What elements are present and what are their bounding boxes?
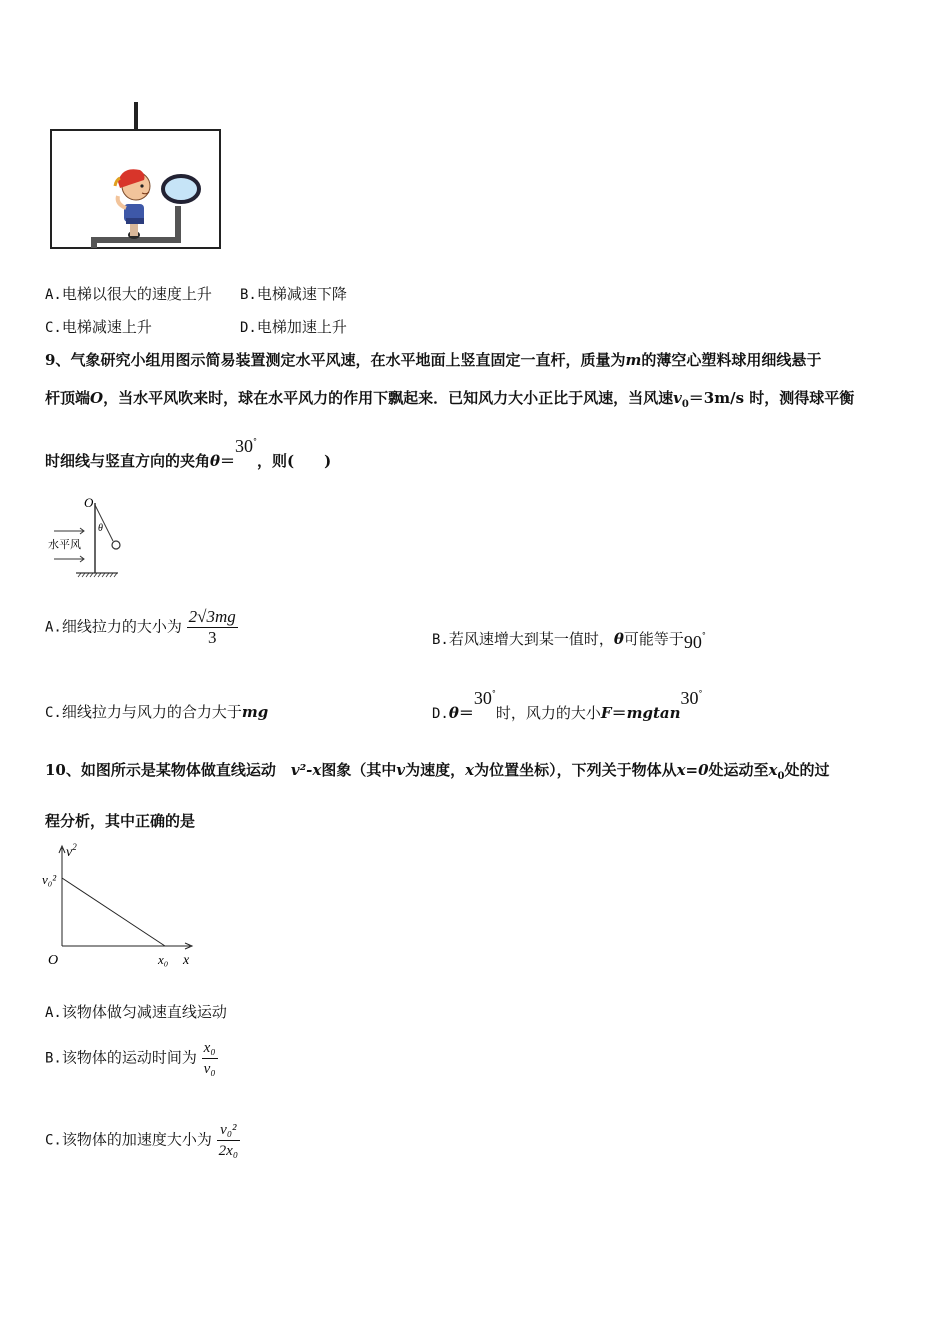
stem-text: 时细线与竖直方向的夹角 [45, 452, 211, 470]
v-symbol: v [396, 761, 406, 779]
option-text: 该物体的加速度大小为 [61, 1130, 212, 1149]
q10-option-c [45, 1120, 240, 1161]
stem-text: 处运动至 [708, 761, 769, 779]
fraction-numerator: x₀ [202, 1038, 218, 1059]
equals-sign: ＝ [611, 704, 627, 722]
option-label: B. [45, 1050, 62, 1067]
option-text: 该物体的运动时间为 [61, 1048, 197, 1067]
angle-value: 30 [473, 688, 492, 708]
fraction-denominator: v₀ [203, 1061, 216, 1077]
label-theta: θ [98, 523, 103, 534]
force-symbol: F [600, 704, 612, 722]
mass-symbol: m [625, 351, 642, 369]
y-tick-label: v₀² [42, 872, 57, 887]
stem-text: ＝3m/s 时，测得球平衡 [688, 389, 855, 407]
v0-symbol: v [673, 389, 682, 407]
acceleration-fraction [217, 1120, 240, 1161]
x-axis-label: x [183, 953, 190, 968]
stem-text: 处的过 [784, 761, 830, 779]
fraction-denominator: 2x₀ [218, 1143, 239, 1159]
option-label: C. [45, 320, 62, 336]
stem-text: 图象（其中 [321, 761, 397, 779]
stem-text: ，当水平风吹来时，球在水平风力的作用下飘起来．已知风力大小正比于风速，当风速 [103, 389, 674, 407]
fraction-denominator: 3 [207, 628, 217, 647]
wind-pendulum-figure [44, 493, 130, 579]
q10-option-b [45, 1038, 218, 1079]
x-symbol: x [465, 761, 475, 779]
q9-option-a [45, 607, 238, 648]
option-label: A. [45, 287, 62, 303]
option-label: A. [45, 1005, 62, 1021]
stem-text: 为位置坐标），下列关于物体从 [474, 761, 677, 779]
q9-stem-line3 [45, 436, 332, 474]
option-text: 若风速增大到某一值时， [448, 630, 614, 648]
theta-symbol: θ [613, 630, 624, 648]
question-number: 9、 [45, 351, 71, 369]
option-label: A. [45, 619, 62, 636]
option-label: C. [45, 705, 62, 721]
q9-stem-line1 [45, 350, 821, 370]
q9-option-b [432, 628, 706, 652]
theta-symbol: θ [210, 452, 221, 470]
q10-stem-line1 [45, 760, 829, 787]
stem-text: 如图所示是某物体做直线运动 [80, 761, 291, 779]
v2-x-graph [40, 840, 200, 970]
option-text: 该物体做匀减速直线运动 [61, 1003, 227, 1021]
option-label: B. [240, 287, 257, 303]
series-line [62, 878, 165, 946]
stem-text: 程分析，其中正确的是 [45, 812, 196, 830]
q8-option-a [45, 284, 212, 305]
degree-mark: ° [698, 689, 703, 698]
degree-mark: ° [701, 631, 706, 640]
degree-mark: ° [253, 437, 258, 446]
option-text: 时，风力的大小 [495, 704, 601, 722]
q9-stem-line2 [45, 388, 854, 415]
graph-name: v²-x [290, 761, 322, 779]
degree-mark: ° [491, 689, 496, 698]
label-wind: 水平风 [48, 538, 81, 551]
y-axis-label: $v^2$ [66, 842, 77, 860]
option-text: 电梯以很大的速度上升 [61, 285, 212, 303]
x0-condition: x=0 [676, 761, 709, 779]
x-tick-label: x₀ [158, 952, 169, 967]
q9-option-c [45, 702, 268, 723]
force-expression: mgtan [626, 704, 681, 722]
option-label: B. [432, 632, 449, 648]
q8-option-d [240, 317, 347, 338]
q8-option-c [45, 317, 152, 338]
option-text: 细线拉力与风力的合力大于 [61, 703, 242, 721]
stem-text: 杆顶端 [45, 389, 91, 407]
fraction-numerator: v₀² [217, 1120, 240, 1141]
equals-sign: ＝ [458, 704, 474, 722]
angle-value: 90 [683, 632, 702, 652]
angle-value: 30 [235, 436, 254, 456]
x0-subscript: 0 [777, 771, 785, 782]
option-text: 细线拉力的大小为 [61, 617, 182, 636]
point-o-symbol: O [90, 389, 104, 407]
fraction-numerator: 2√3mg [188, 607, 236, 626]
option-text: 可能等于 [623, 630, 684, 648]
angle-value: 30 [680, 688, 699, 708]
q9-option-d [432, 688, 703, 726]
time-fraction [202, 1038, 218, 1079]
stem-text: 为速度， [405, 761, 466, 779]
x0-symbol: x [768, 761, 778, 779]
equals-sign: ＝ [220, 452, 236, 470]
option-text: 电梯减速下降 [256, 285, 347, 303]
q10-option-a [45, 1002, 227, 1023]
stem-text: 气象研究小组用图示简易装置测定水平风速，在水平地面上竖直固定一直杆，质量为 [70, 351, 626, 369]
question-number: 10、 [45, 761, 81, 779]
theta-symbol: θ [448, 704, 459, 722]
elevator-scale-illustration [48, 100, 226, 252]
option-label: D. [432, 706, 449, 722]
v0-subscript: 0 [681, 399, 689, 410]
tension-fraction [187, 607, 238, 648]
stem-text: 的薄空心塑料球用细线悬于 [641, 351, 822, 369]
option-label: C. [45, 1132, 62, 1149]
origin-label: O [48, 953, 59, 968]
q10-stem-line2 [45, 811, 195, 831]
stem-text: ，则( ) [257, 452, 332, 470]
label-o: O [84, 495, 94, 510]
q8-option-b [240, 284, 347, 305]
option-label: D. [240, 320, 257, 336]
mg-symbol: mg [241, 703, 269, 721]
option-text: 电梯加速上升 [256, 318, 347, 336]
option-text: 电梯减速上升 [61, 318, 152, 336]
